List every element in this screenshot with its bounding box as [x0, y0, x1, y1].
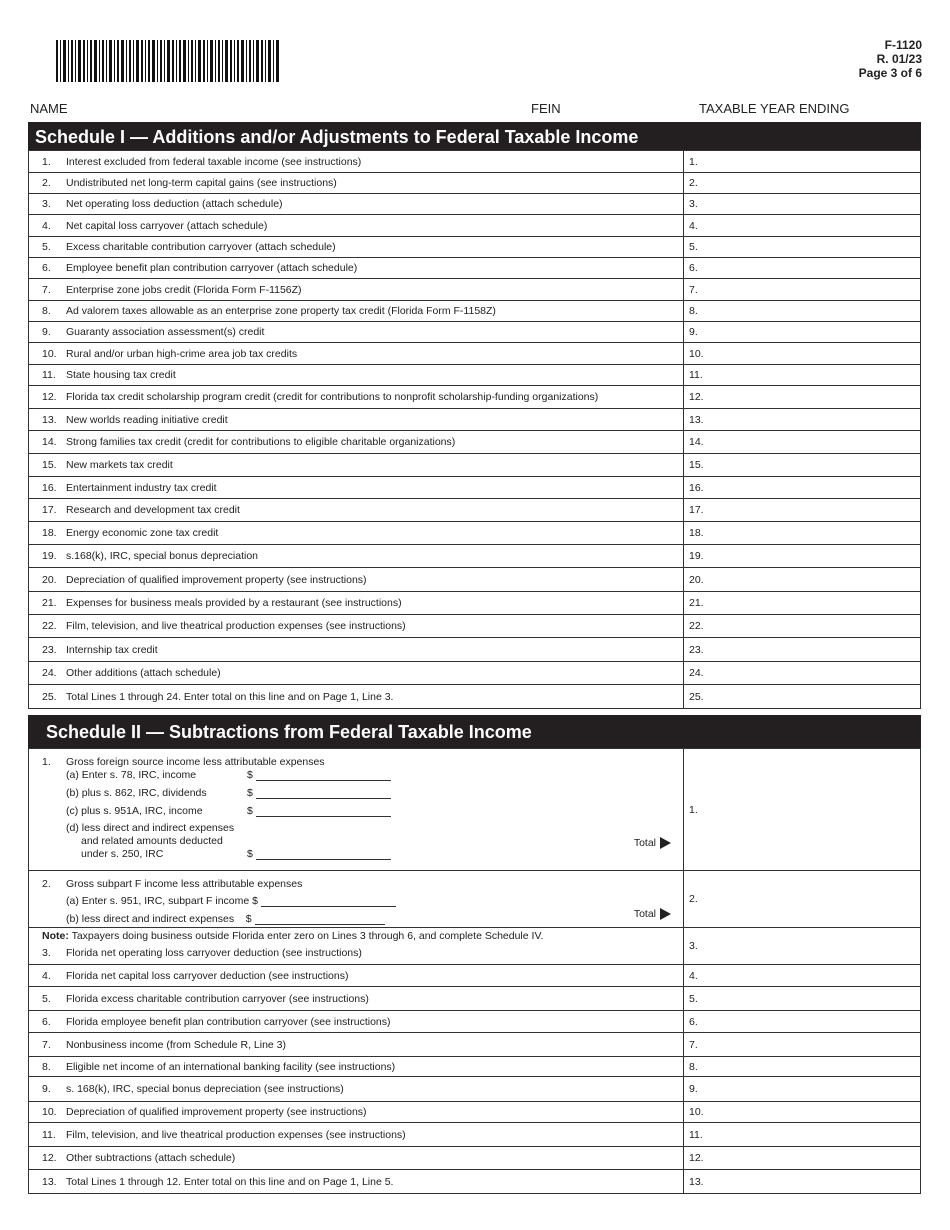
line-description: Other subtractions (attach schedule)	[66, 1152, 236, 1164]
line-1a-label: (a) Enter s. 78, IRC, income	[66, 769, 197, 781]
line-9-amount-field[interactable]: 9.	[684, 322, 921, 343]
total-indicator	[634, 908, 671, 920]
line-number: 9.	[42, 1083, 51, 1095]
line-number: 12.	[42, 1152, 57, 1164]
schedule-1-line-10	[29, 343, 921, 365]
schedule-2-table	[28, 748, 921, 1194]
line-description: Total Lines 1 through 24. Enter total on this line and on Page 1, Line 3.	[66, 690, 394, 703]
total-label: Total	[633, 837, 656, 849]
dollar-sign: $	[245, 913, 252, 925]
line-description: Research and development tax credit	[66, 504, 240, 516]
line-number: 20.	[42, 573, 57, 586]
schedule-2-line-9	[29, 1077, 921, 1102]
schedule-1-line-12	[29, 386, 921, 409]
line-number: 16.	[42, 481, 57, 494]
line-number: 1.	[42, 155, 51, 168]
line-description: Expenses for business meals provided by a restaurant (see instructions)	[66, 597, 402, 609]
line-description: Employee benefit plan contribution carryover (attach schedule)	[66, 262, 358, 274]
schedule-1-header	[28, 122, 921, 150]
line-description: Gross foreign source income less attributable expenses	[66, 756, 325, 768]
line-8-amount-field[interactable]: 8.	[684, 1057, 921, 1077]
line-description: Undistributed net long-term capital gains (see instructions)	[66, 177, 337, 189]
schedule-1-line-11	[29, 365, 921, 386]
line-description: Florida employee benefit plan contribution carryover (see instructions)	[66, 1015, 391, 1028]
line-5-amount-field[interactable]: 5.	[684, 987, 921, 1011]
line-description: Enterprise zone jobs credit (Florida Form F-1156Z)	[66, 283, 302, 296]
line-number: 11.	[42, 369, 56, 381]
line-number: 18.	[42, 527, 57, 539]
line-1b-label: (b) plus s. 862, IRC, dividends	[66, 787, 207, 799]
schedule-2-line-3	[29, 928, 921, 965]
line-1-amount-field[interactable]: 1.	[684, 151, 921, 173]
schedule-1-line-4	[29, 215, 921, 237]
line-description: Internship tax credit	[66, 643, 158, 656]
line-2-amount-field[interactable]: 2.	[684, 173, 921, 194]
line-2a-input[interactable]	[261, 896, 396, 907]
line-description: Other additions (attach schedule)	[66, 667, 221, 679]
line-25-amount-field[interactable]: 25.	[684, 685, 921, 709]
line-12-amount-field[interactable]: 12.	[684, 386, 921, 409]
schedule-1-line-9	[29, 322, 921, 343]
form-revision: R. 01/23	[876, 52, 922, 66]
line-number: 21.	[42, 597, 57, 609]
line-number: 2.	[42, 177, 51, 189]
line-description: Total Lines 1 through 12. Enter total on this line and on Page 1, Line 5.	[66, 1175, 394, 1188]
line-description: Film, television, and live theatrical production expenses (see instructions)	[66, 1128, 406, 1141]
dollar-sign: $	[247, 769, 253, 781]
line-3-amount-field[interactable]: 3.	[684, 928, 921, 965]
line-description: Gross subpart F income less attributable expenses	[66, 878, 303, 890]
line-21-amount-field[interactable]: 21.	[684, 592, 921, 615]
page-number: Page 3 of 6	[858, 66, 922, 80]
line-description: State housing tax credit	[66, 369, 176, 381]
form-code: F-1120	[884, 38, 922, 52]
line-number: 13.	[42, 413, 57, 426]
line-description: Film, television, and live theatrical production expenses (see instructions)	[66, 620, 406, 632]
line-number: 8.	[42, 1060, 51, 1073]
line-description: Rural and/or urban high-crime area job tax credits	[66, 347, 298, 360]
total-indicator	[634, 837, 671, 849]
line-2b-input[interactable]	[255, 914, 385, 925]
line-number: 1.	[42, 756, 51, 768]
arrow-right-icon	[660, 837, 671, 849]
note-text: Taxpayers doing business outside Florida enter zero on Lines 3 through 6, and complete Schedule IV.	[68, 930, 544, 942]
line-17-amount-field[interactable]: 17.	[684, 499, 921, 522]
schedule-1-line-8	[29, 301, 921, 322]
dollar-sign: $	[247, 848, 253, 860]
line-2b-label: (b) less direct and indirect expenses	[66, 913, 235, 925]
line-number: 4.	[42, 219, 51, 232]
schedule-1-line-7	[29, 279, 921, 301]
fein-label: FEIN	[531, 101, 561, 116]
line-13-amount-field[interactable]: 13.	[684, 409, 921, 431]
line-number: 4.	[42, 969, 51, 982]
line-description: Strong families tax credit (credit for contributions to eligible charitable organizations)	[66, 436, 456, 448]
line-10-amount-field[interactable]: 10.	[684, 343, 921, 365]
line-description: Depreciation of qualified improvement property (see instructions)	[66, 1106, 367, 1118]
line-number: 24.	[42, 667, 57, 679]
line-number: 5.	[42, 241, 51, 253]
line-1d-label-3: under s. 250, IRC	[81, 848, 164, 860]
line-number: 9.	[42, 326, 51, 338]
line-description: Net capital loss carryover (attach schedule)	[66, 219, 268, 232]
schedule-1-line-1	[29, 151, 921, 173]
line-23-amount-field[interactable]: 23.	[684, 638, 921, 662]
name-label: NAME	[30, 101, 68, 116]
schedule-1-line-20	[29, 568, 921, 592]
line-description: Florida net operating loss carryover deduction (see instructions)	[66, 947, 362, 959]
schedule-2-line-4	[29, 965, 921, 987]
schedule-1-line-18	[29, 522, 921, 545]
schedule-1-line-17	[29, 499, 921, 522]
line-description: Depreciation of qualified improvement property (see instructions)	[66, 573, 367, 586]
line-22-amount-field[interactable]: 22.	[684, 615, 921, 638]
schedule-1-title: Schedule I — Additions and/or Adjustments to Federal Taxable Income	[35, 127, 639, 147]
line-4-amount-field[interactable]: 4.	[684, 965, 921, 987]
line-1c-label: (c) plus s. 951A, IRC, income	[66, 805, 203, 817]
line-number: 8.	[42, 305, 51, 317]
line-description: Eligible net income of an international banking facility (see instructions)	[66, 1060, 396, 1073]
schedule-2-line-11	[29, 1123, 921, 1147]
dollar-sign: $	[247, 787, 253, 799]
line-description: Florida excess charitable contribution carryover (see instructions)	[66, 992, 369, 1005]
line-2-amount-field[interactable]: 2.	[684, 871, 921, 928]
line-number: 6.	[42, 262, 51, 274]
line-description: Net operating loss deduction (attach schedule)	[66, 198, 283, 210]
note-label: Note:	[42, 930, 69, 942]
line-number: 3.	[42, 947, 51, 959]
schedule-1-line-16	[29, 477, 921, 499]
line-number: 7.	[42, 283, 51, 296]
line-number: 11.	[42, 1128, 56, 1141]
line-1-amount-field[interactable]: 1.	[684, 749, 921, 871]
line-7-amount-field[interactable]: 7.	[684, 279, 921, 301]
line-number: 5.	[42, 992, 51, 1005]
line-number: 25.	[42, 690, 57, 703]
line-3-amount-field[interactable]: 3.	[684, 194, 921, 215]
line-15-amount-field[interactable]: 15.	[684, 454, 921, 477]
line-description: Interest excluded from federal taxable income (see instructions)	[66, 155, 362, 168]
schedule-1-line-3	[29, 194, 921, 215]
schedule-2-line-12	[29, 1147, 921, 1170]
line-description: Excess charitable contribution carryover (attach schedule)	[66, 241, 336, 253]
line-6-amount-field[interactable]: 6.	[684, 258, 921, 279]
line-description: Energy economic zone tax credit	[66, 527, 219, 539]
schedule-1-line-22	[29, 615, 921, 638]
line-9-amount-field[interactable]: 9.	[684, 1077, 921, 1102]
schedule-1-line-2	[29, 173, 921, 194]
line-description: Entertainment industry tax credit	[66, 481, 217, 494]
line-1d-label: (d) less direct and indirect expenses	[66, 822, 235, 834]
taxable-year-label: TAXABLE YEAR ENDING	[699, 101, 850, 116]
line-8-amount-field[interactable]: 8.	[684, 301, 921, 322]
line-description: Florida tax credit scholarship program credit (credit for contributions to nonprofit scholarship-funding organizations)	[66, 391, 599, 403]
schedule-1-line-21	[29, 592, 921, 615]
line-description: Nonbusiness income (from Schedule R, Line 3)	[66, 1038, 287, 1051]
schedule-2-line-1	[29, 749, 921, 871]
line-number: 10.	[42, 1106, 57, 1118]
line-1b-input[interactable]	[256, 788, 391, 799]
schedule-1-line-19	[29, 545, 921, 568]
schedule-1-line-23	[29, 638, 921, 662]
schedule-2-line-8	[29, 1057, 921, 1077]
line-4-amount-field[interactable]: 4.	[684, 215, 921, 237]
line-description: s.168(k), IRC, special bonus depreciation	[66, 550, 259, 562]
line-description: Guaranty association assessment(s) credit	[66, 326, 265, 338]
schedule-2-note	[42, 930, 543, 942]
line-number: 22.	[42, 620, 57, 632]
schedule-1-line-5	[29, 237, 921, 258]
schedule-1-line-13	[29, 409, 921, 431]
arrow-right-icon	[660, 908, 671, 920]
schedule-1-table	[28, 150, 921, 709]
line-2a-label: (a) Enter s. 951, IRC, subpart F income $	[66, 895, 258, 907]
line-5-amount-field[interactable]: 5.	[684, 237, 921, 258]
schedule-1-line-6	[29, 258, 921, 279]
schedule-2-line-13	[29, 1170, 921, 1194]
schedule-1-line-24	[29, 662, 921, 685]
schedule-2-line-6	[29, 1011, 921, 1033]
schedule-2-line-2	[29, 871, 921, 928]
line-18-amount-field[interactable]: 18.	[684, 522, 921, 545]
schedule-1-line-15	[29, 454, 921, 477]
line-number: 17.	[42, 504, 57, 516]
line-1a-input[interactable]	[256, 770, 391, 781]
line-number: 3.	[42, 198, 51, 210]
line-description: Florida net capital loss carryover deduction (see instructions)	[66, 969, 349, 982]
line-description: New worlds reading initiative credit	[66, 413, 228, 426]
line-1c-input[interactable]	[256, 806, 391, 817]
line-number: 12.	[42, 391, 57, 403]
barcode	[56, 40, 280, 82]
line-1d-label-2: and related amounts deducted	[81, 835, 223, 847]
schedule-2-header	[28, 715, 921, 748]
schedule-2-line-5	[29, 987, 921, 1011]
line-11-amount-field[interactable]: 11.	[684, 365, 921, 386]
line-number: 6.	[42, 1015, 51, 1028]
line-number: 2.	[42, 878, 51, 890]
line-number: 19.	[42, 550, 57, 562]
line-12-amount-field[interactable]: 12.	[684, 1147, 921, 1170]
line-number: 10.	[42, 347, 57, 360]
line-number: 13.	[42, 1175, 57, 1188]
line-11-amount-field[interactable]: 11.	[684, 1123, 921, 1147]
line-19-amount-field[interactable]: 19.	[684, 545, 921, 568]
line-1d-input[interactable]	[256, 849, 391, 860]
line-description: Ad valorem taxes allowable as an enterprise zone property tax credit (Florida Form F-1158Z)	[66, 305, 496, 317]
schedule-2-line-7	[29, 1033, 921, 1057]
line-24-amount-field[interactable]: 24.	[684, 662, 921, 685]
line-description: s. 168(k), IRC, special bonus depreciation (see instructions)	[66, 1083, 344, 1095]
line-7-amount-field[interactable]: 7.	[684, 1033, 921, 1057]
line-number: 7.	[42, 1038, 51, 1051]
line-13-amount-field[interactable]: 13.	[684, 1170, 921, 1194]
form-identifier	[859, 38, 922, 80]
schedule-1-line-14	[29, 431, 921, 454]
line-number: 15.	[42, 459, 57, 471]
total-label: Total	[633, 908, 656, 920]
dollar-sign: $	[247, 805, 253, 817]
schedule-1-line-25	[29, 685, 921, 709]
line-number: 23.	[42, 643, 57, 656]
schedule-2-line-10	[29, 1102, 921, 1123]
line-20-amount-field[interactable]: 20.	[684, 568, 921, 592]
line-description: New markets tax credit	[66, 459, 173, 471]
line-16-amount-field[interactable]: 16.	[684, 477, 921, 499]
line-14-amount-field[interactable]: 14.	[684, 431, 921, 454]
line-10-amount-field[interactable]: 10.	[684, 1102, 921, 1123]
schedule-2-title: Schedule II — Subtractions from Federal Taxable Income	[46, 722, 532, 742]
line-number: 14.	[42, 436, 57, 448]
line-6-amount-field[interactable]: 6.	[684, 1011, 921, 1033]
